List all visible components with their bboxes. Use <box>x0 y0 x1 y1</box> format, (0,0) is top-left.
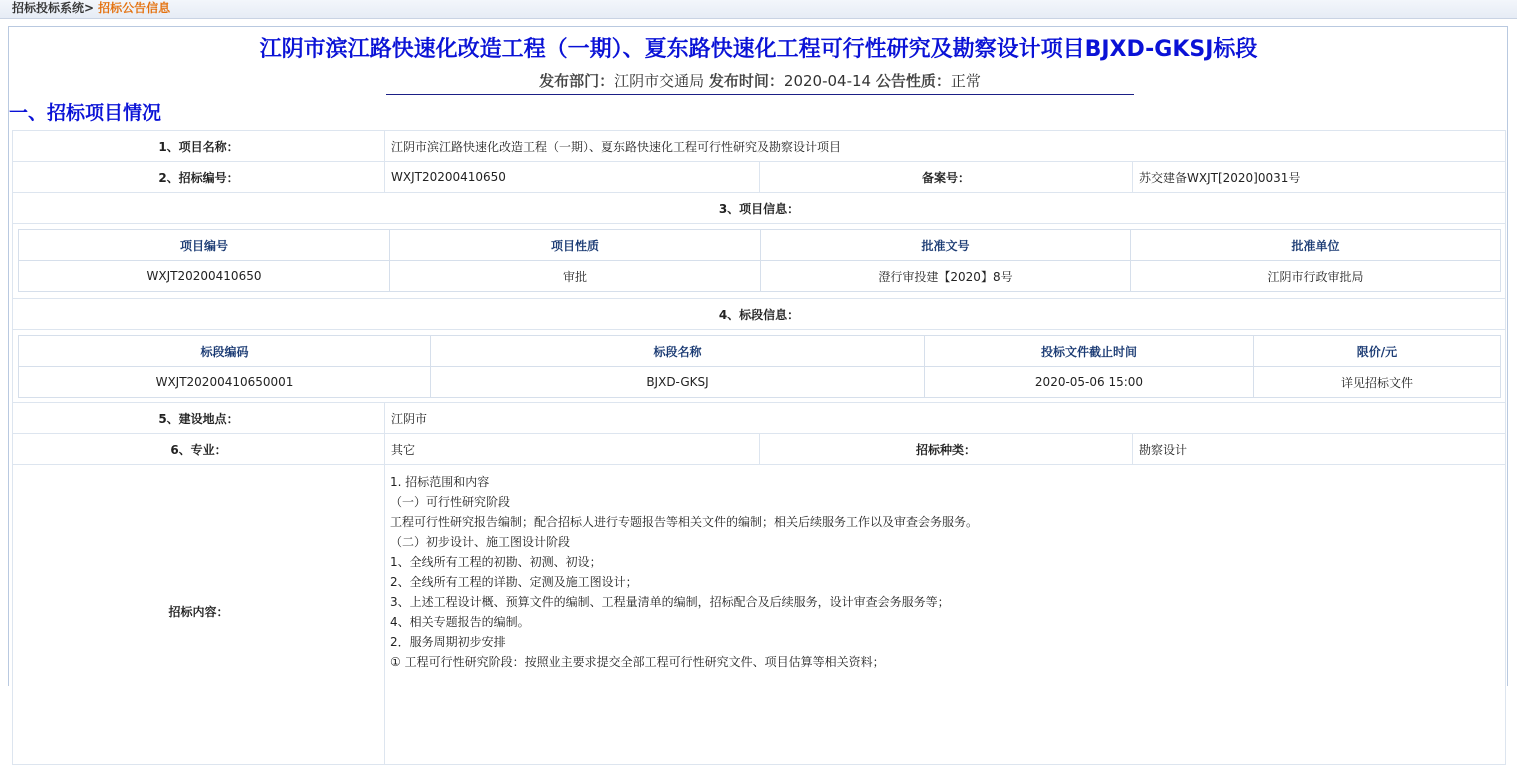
project-name-row <box>12 130 1506 162</box>
breadcrumb-current: 招标公告信息 <box>98 1 171 15</box>
deadline-cell: 2020-05-06 15:00 <box>925 367 1254 398</box>
page-title: 江阴市滨江路快速化改造工程（一期）、夏东路快速化工程可行性研究及勘察设计项目BJXD-GKSJ标段 <box>259 37 1258 62</box>
specialty-value: 其它 <box>385 434 760 465</box>
tender-no-row <box>12 161 1506 193</box>
record-no-label: 备案号： <box>760 162 1133 193</box>
location-value: 江阴市 <box>385 403 1506 434</box>
project-info-header: 批准单位 <box>1131 230 1501 261</box>
nature-value: 正常 <box>950 72 981 90</box>
content-line: 工程可行性研究报告编制；配合招标人进行专题报告等相关文件的编制；相关后续服务工作以及审查会务服务。 <box>390 515 979 529</box>
approval-doc-cell: 澄行审投建【2020】8号 <box>761 261 1131 292</box>
project-info-label: 3、项目信息： <box>13 193 1506 224</box>
time-label: 发布时间： <box>708 72 784 90</box>
project-info-table <box>18 229 1501 292</box>
section-info-label: 4、标段信息： <box>13 299 1506 330</box>
content-line: 1. 招标范围和内容 <box>390 475 490 489</box>
specialty-row <box>12 433 1506 465</box>
content-line: 2．服务周期初步安排 <box>390 635 506 649</box>
content-line: ① 工程可行性研究阶段：按照业主要求提交全部工程可行性研究文件、项目估算等相关资料； <box>390 655 885 669</box>
section-info-header: 标段编码 <box>19 336 431 367</box>
table-row <box>19 367 1501 398</box>
content-line: 3、上述工程设计概、预算文件的编制、工程量清单的编制，招标配合及后续服务，设计审查会务服务等； <box>390 595 950 609</box>
tender-type-label: 招标种类： <box>760 434 1133 465</box>
project-info-header: 批准文号 <box>761 230 1131 261</box>
dept-label: 发布部门： <box>539 72 615 90</box>
tender-no-value: WXJT20200410650 <box>385 162 760 193</box>
breadcrumb-separator: > <box>84 1 95 15</box>
project-code-cell: WXJT20200410650 <box>19 261 390 292</box>
section-title: 一、招标项目情况 <box>9 102 162 124</box>
section-info-header: 标段名称 <box>431 336 925 367</box>
content-line: 2、全线所有工程的详勘、定测及施工图设计； <box>390 575 638 589</box>
time-value: 2020-04-14 <box>783 72 872 90</box>
project-info-header: 项目编号 <box>19 230 390 261</box>
nature-label: 公告性质： <box>875 72 951 90</box>
specialty-label: 6、专业： <box>13 434 385 465</box>
table-row <box>19 261 1501 292</box>
breadcrumb-home-link[interactable]: 招标投标系统 <box>12 1 85 15</box>
content-line: 4、相关专题报告的编制。 <box>390 615 530 629</box>
content-line: （一）可行性研究阶段 <box>390 495 511 509</box>
section-info-header: 投标文件截止时间 <box>925 336 1254 367</box>
project-nature-cell: 审批 <box>390 261 761 292</box>
section-name-cell: BJXD-GKSJ <box>431 367 925 398</box>
price-limit-cell: 详见招标文件 <box>1254 367 1501 398</box>
section-code-cell: WXJT20200410650001 <box>19 367 431 398</box>
content-line: （二）初步设计、施工图设计阶段 <box>390 535 571 549</box>
record-no-value: 苏交建备WXJT[2020]0031号 <box>1133 162 1506 193</box>
section-info-header-row <box>12 298 1506 330</box>
project-info-header: 项目性质 <box>390 230 761 261</box>
section-info-header: 限价/元 <box>1254 336 1501 367</box>
breadcrumb <box>0 0 1517 19</box>
section-info-table <box>18 335 1501 398</box>
location-row <box>12 402 1506 434</box>
tender-no-label: 2、招标编号： <box>13 162 385 193</box>
content-label: 招标内容： <box>13 465 385 765</box>
content-text <box>390 472 1490 672</box>
approval-unit-cell: 江阴市行政审批局 <box>1131 261 1501 292</box>
dept-value: 江阴市交通局 <box>614 72 705 90</box>
tender-type-value: 勘察设计 <box>1133 434 1506 465</box>
project-name-value: 江阴市滨江路快速化改造工程（一期）、夏东路快速化工程可行性研究及勘察设计项目 <box>385 131 1506 162</box>
project-info-header-row <box>12 192 1506 224</box>
location-label: 5、建设地点： <box>13 403 385 434</box>
publish-meta <box>386 70 1134 95</box>
project-name-label: 1、项目名称： <box>13 131 385 162</box>
content-line: 1、全线所有工程的初勘、初测、初设； <box>390 555 602 569</box>
